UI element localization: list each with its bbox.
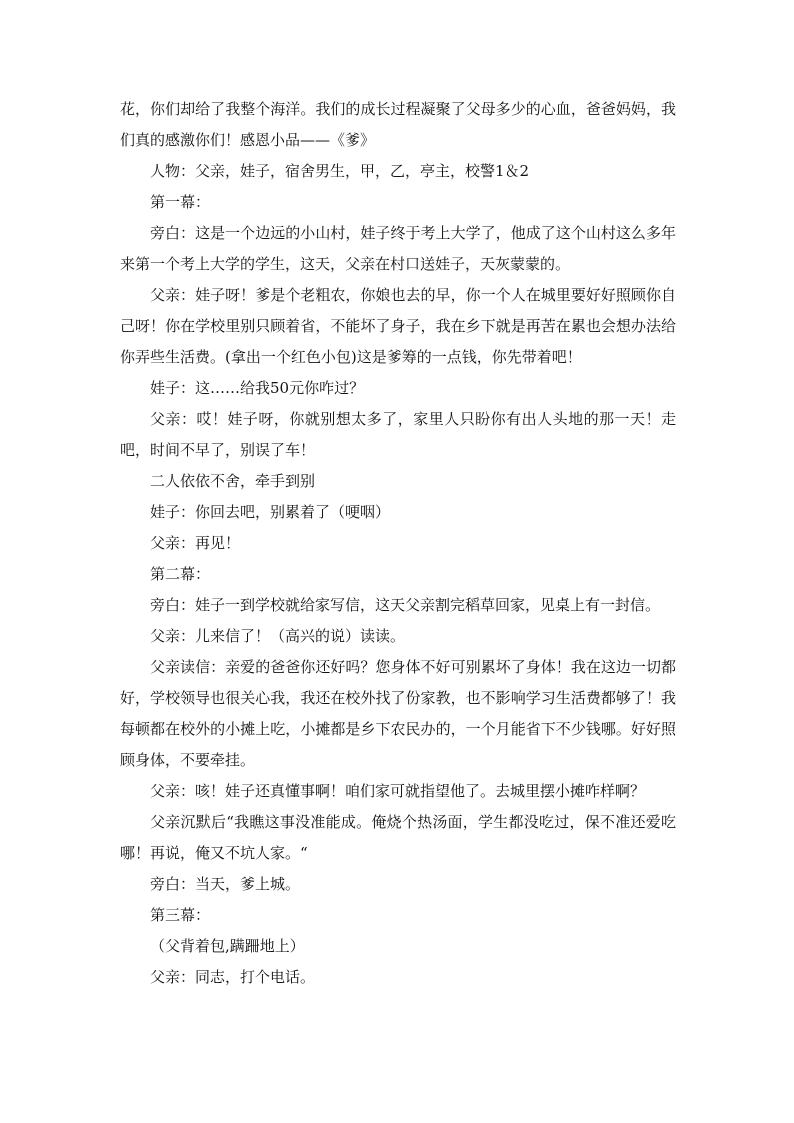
paragraph: 第三幕： xyxy=(150,906,211,924)
paragraph: 人物：父亲，娃子，宿舍男生，甲，乙，亭主，校警1＆2 xyxy=(150,162,530,180)
paragraph: 第一幕： xyxy=(150,193,211,211)
document-body xyxy=(120,94,676,993)
paragraph: 二人依依不舍，牵手到别 xyxy=(150,472,316,490)
paragraph: 娃子：你回去吧，别累着了（哽咽） xyxy=(150,503,391,521)
paragraph: 第二幕： xyxy=(150,565,211,583)
paragraph: 父亲：同志，打个电话。 xyxy=(150,968,316,986)
paragraph: 父亲：娃子呀！爹是个老粗农，你娘也去的早，你一个人在城里要好好照顾你自己呀！你在学校里别只顾着省，不能坏了身子，我在乡下就是再苦在累也会想办法给你弄些生活费。(拿出一个红色小包)这是爹筹的一点钱，你先带着吧！ xyxy=(120,286,676,366)
paragraph: 花，你们却给了我整个海洋。我们的成长过程凝聚了父母多少的心血，爸爸妈妈，我们真的感激你们！感恩小品——《爹》 xyxy=(120,100,676,149)
paragraph: 父亲沉默后“我瞧这事没准能成。俺烧个热汤面，学生都没吃过，保不准还爱吃哪！再说，俺又不坑人家。“ xyxy=(120,813,676,862)
paragraph: 父亲：哎！娃子呀，你就别想太多了，家里人只盼你有出人头地的那一天！走吧，时间不早了，别误了车！ xyxy=(120,410,676,459)
paragraph: （父背着包,蹒跚地上） xyxy=(150,937,305,955)
paragraph: 父亲：咳！娃子还真懂事啊！咱们家可就指望他了。去城里摆小摊咋样啊？ xyxy=(150,782,646,800)
paragraph: 旁白：当天，爹上城。 xyxy=(150,875,301,893)
paragraph: 父亲：儿来信了！（高兴的说）读读。 xyxy=(150,627,406,645)
paragraph: 旁白：娃子一到学校就给家写信，这天父亲割完稻草回家，见桌上有一封信。 xyxy=(150,596,661,614)
paragraph: 娃子：这……给我50元你咋过？ xyxy=(150,379,365,397)
paragraph: 父亲：再见！ xyxy=(150,534,241,552)
paragraph: 旁白：这是一个边远的小山村，娃子终于考上大学了，他成了这个山村这么多年来第一个考上大学的学生，这天，父亲在村口送娃子，天灰蒙蒙的。 xyxy=(120,224,676,273)
paragraph: 父亲读信：亲爱的爸爸你还好吗？您身体不好可别累坏了身体！我在这边一切都好，学校领导也很关心我，我还在校外找了份家教，也不影响学习生活费都够了！我每顿都在校外的小摊上吃，小摊都是乡下农民办的，一个月能省下不少钱哪。好好照顾身体，不要牵挂。 xyxy=(120,658,676,769)
